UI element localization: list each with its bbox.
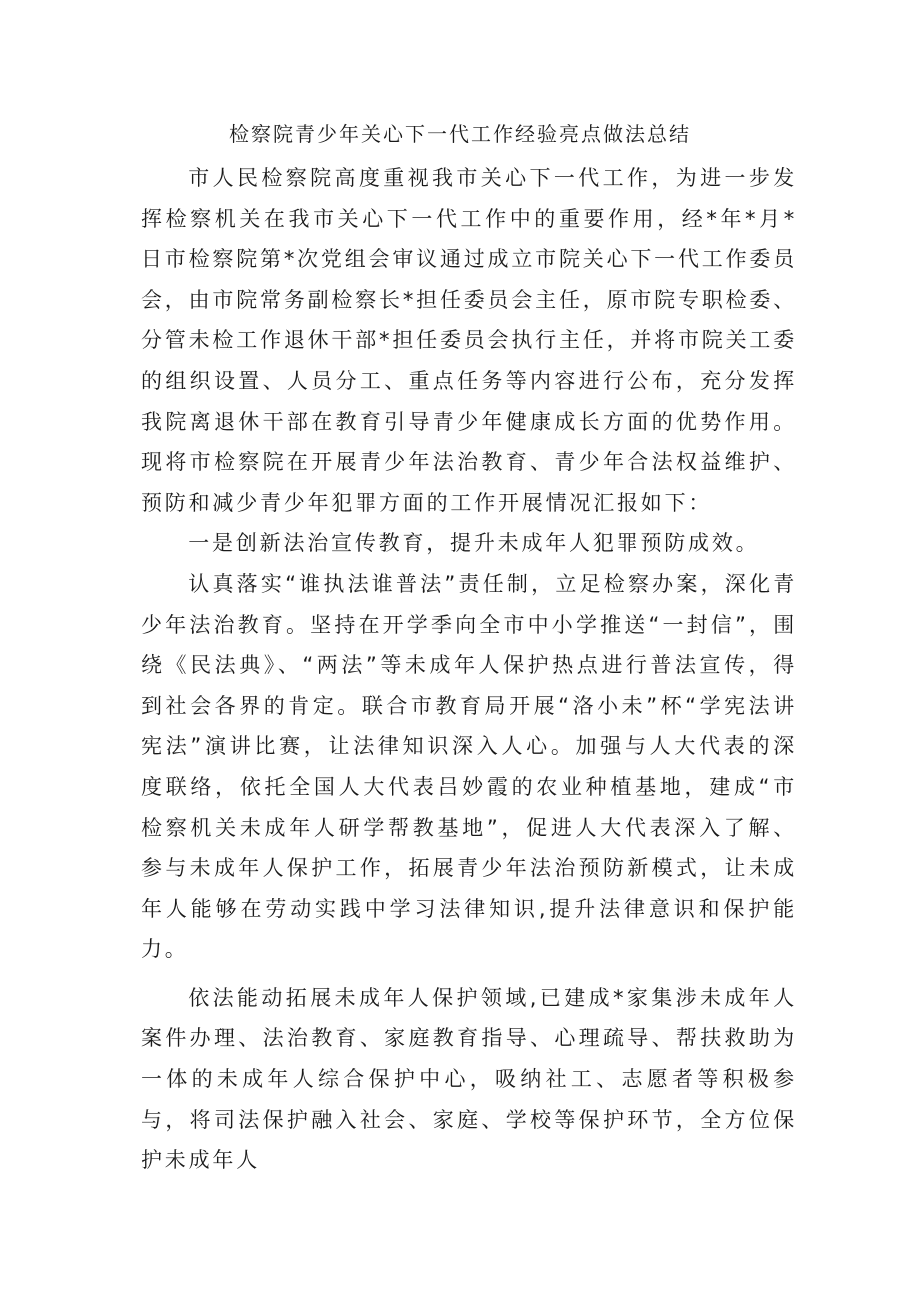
document-title: 检察院青少年关心下一代工作经验亮点做法总结 [229,122,691,146]
paragraph-intro: 市人民检察院高度重视我市关心下一代工作，为进一步发挥检察机关在我市关心下一代工作中的重要作用，经*年*月*日市检察院第*次党组会审议通过成立市院关心下一代工作委员会，由市院常务副检察长*担任委员会主任，原市院专职检委、分管未检工作退休干部*担任委员会执行主任，并将市院关工委的组织设置、人员分工、重点任务等内容进行公布，充分发挥我院离退休干部在教育引导青少年健康成长方面的优势作用。现将市检察院在开展青少年法治教育、青少年合法权益维护、预防和减少青少年犯罪方面的工作开展情况汇报如下： [141,166,797,515]
paragraph-protection-center: 依法能动拓展未成年人保护领域,已建成*家集涉未成年人案件办理、法治教育、家庭教育指导、心理疏导、帮扶救助为一体的未成年人综合保护中心，吸纳社工、志愿者等积极参与，将司法保护融入社会、家庭、学校等保护环节，全方位保护未成年人 [141,985,797,1173]
paragraph-heading-one: 一是创新法治宣传教育，提升未成年人犯罪预防成效。 [188,531,760,556]
paragraph-legal-education: 认真落实“谁执法谁普法”责任制，立足检察办案，深化青少年法治教育。坚持在开学季向全市中小学推送“一封信”，围绕《民法典》、“两法”等未成年人保护热点进行普法宣传，得到社会各界的肯定。联合市教育局开展“洛小未”杯“学宪法讲宪法”演讲比赛，让法律知识深入人心。加强与人大代表的深度联络，依托全国人大代表吕妙霞的农业种植基地，建成“市检察机关未成年人研学帮教基地”，促进人大代表深入了解、参与未成年人保护工作，拓展青少年法治预防新模式，让未成年人能够在劳动实践中学习法律知识,提升法律意识和保护能力。 [141,571,797,962]
document-body [141,158,797,1181]
